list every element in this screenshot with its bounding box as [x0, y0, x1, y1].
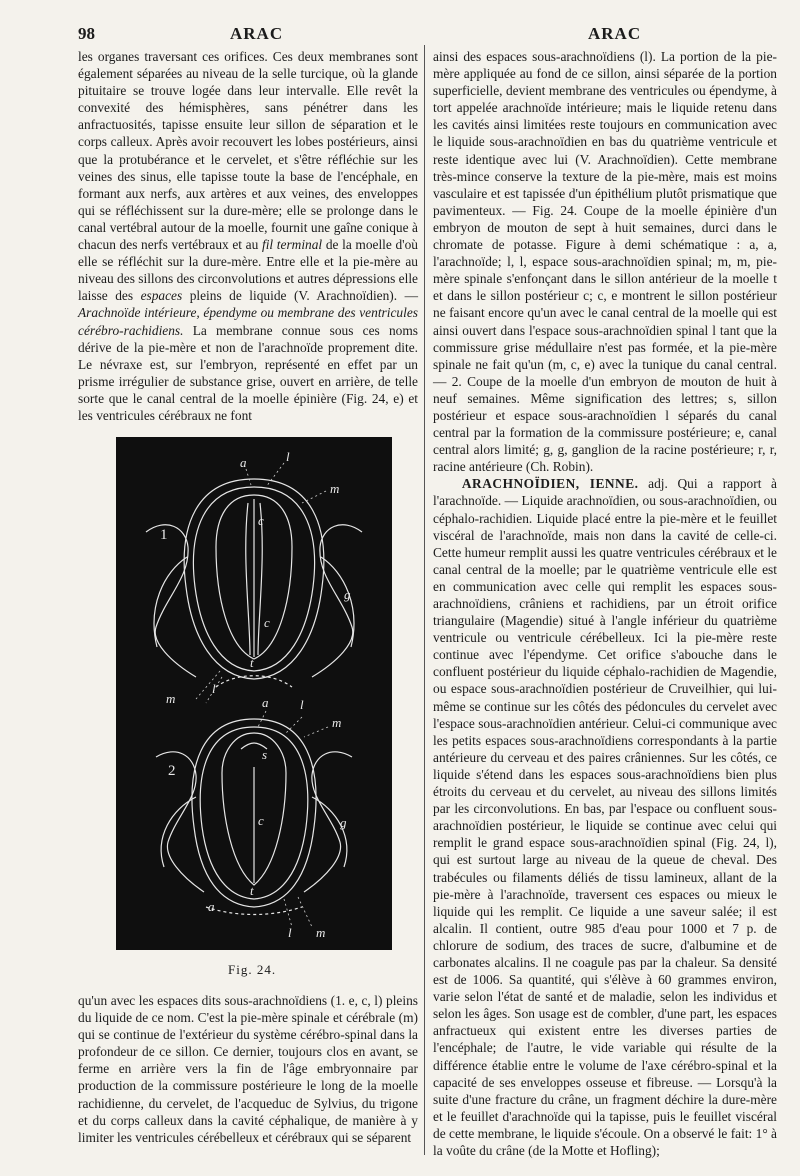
- right-paragraph-2: adj. Qui a rapport à l'arachnoïde. — Liquide arachnoïdien, ou sous-arachnoïdien, ou céphalo-rachidien. Liquide placé entre la pie-mère et le feuillet viscéral de l'arachnoïde, mais non dans la cavité de celle-ci. Cette humeur remplit aussi les quatre ventricules cérébraux et le canal central de la moelle; par le quatrième ventricule elle est en communication avec celle qui remplit les espaces sous-arachnoïdiens, crâniens et rachidiens, par un étroit orifice triangulaire (Magendie) situé à l'angle inférieur du quatrième ventricule ou ventricule cérébelleux. Ici la pie-mère reste continue avec l'épendyme. Cet orifice s'abouche dans le confluent postérieur du liquide céphalo-rachidien de Magendie, ou espace sous-arachnoïdien postérieur de Cruveilhier, qui lui-même se continue sur les côtés des pédoncules du cervelet avec l'espace sous-arachnoïdien antérieur. Celui-ci communique avec les petits espaces sous-arachnoïdiens correspondants à la partie antérieure du cerveau et des paires crâniennes. Sur les côtés, ce liquide s'étend dans les espaces sous-arachnoïdiens bien plus étroits du cerveau et du cervelet, au niveau des sillons limités par les circonvolutions. En bas, par l'espace ou confluent sous-arachnoïdien postérieur, le liquide se continue avec celui qui remplit le grand espace sous-arachnoïdien spinal (Fig. 24, l), qui est surtout large au niveau de la queue de cheval. Des trabécules ou filaments déliés de tissu lamineux, allant de la pie-mère à l'arachnoïde, traversent ces espaces ou mieux le liquide qui les remplit. Ce liquide a une saveur salée; il est alcalin. Il contient, outre 985 d'eau pour 1000 et 7 p. de chlorure de sodium, des traces de sucre, d'albumine et de carbonates alcalins. Il ne coagule pas par la chaleur. Sa densité est de 1006. Sa quantité, qui s'élève à 60 grammes environ, varie selon l'état de santé et de maladie, selon les individus et selon les âges. Son usage est de combler, d'une part, les espaces anfractueux qui existent entre les diverses parties de l'encéphale; de l'autre, le vide variable qui résulte de la différence établie entre le volume de l'axe cérébro-spinal et la capacité de ses enveloppes osseuse et fibreuse. — Lorsqu'à la suite d'une fracture du crâne, un fragment déchire la dure-mère et le feuillet d'arachnoïde qui la tapisse, puis le feuillet viscéral de cette membrane, le liquide s'écoule. On a observé le fait: 1° à la voûte du crâne (de la Motte et Hofling);: [433, 476, 778, 1158]
- fig-label-m-top: m: [330, 481, 340, 496]
- fig-label-m-bottom: m: [166, 691, 176, 706]
- left-bottom-paragraph: qu'un avec les espaces dits sous-arachnoïdiens (1. e, c, l) pleins du liquide de ce nom. C'est la pie-mère spinale et cérébrale (m) qui se continue de l'extérieur du système cérébro-spinal dans la profondeur de ce sillon. Ce dernier, toujours clos en avant, se ferme en arrière vers la fin de l'âge embryonnaire par production de la commissure postérieure le long de la moelle rachidienne, du cervelet, de l'acqueduc de Sylvius, du trigone et du corps calleux dans la cavité céphalique, de manière à y limiter les ventricules cérébelleux et cérébraux qui se séparent: [78, 993, 418, 1145]
- fig2-label-t: t: [250, 883, 254, 898]
- fig2-label-l-bottom: l: [288, 925, 292, 940]
- running-header: [0, 14, 800, 42]
- fig2-label-l: l: [300, 697, 304, 712]
- fil-terminal-term: fil terminal: [261, 237, 323, 253]
- fig-label-t: t: [250, 655, 254, 670]
- left-column-bottom: [78, 992, 418, 1146]
- fig-label-section-1: 1: [160, 527, 168, 543]
- left-text-4: La membrane connue sous ces noms dérive de la pie-mère et non de l'arachnoïde proprement dite. Le névraxe est, sur l'embryon, représenté en effet par un prisme irrégulier de substance grise, ouvert en arrière, de telle sorte que le canal central de la moelle épinière (Fig. 24, e) et les ventricules cérébraux ne font: [78, 322, 418, 423]
- left-text-1: les organes traversant ces orifices. Ces deux membranes sont également séparées au niveau de la selle turcique, où la glande pituitaire se trouve logée dans leur intervalle. Elle revêt la convexité des hémisphères, sans pénétrer dans les anfractuosités, tapisse ensuite leur sillon de séparation et le corps calleux. Après avoir recouvert les lobes postérieurs, ainsi que la protubérance et le cervelet, et s'être réfléchie sur les veines des sinus, elle tapisse toute la base de l'encéphale, en formant aux nerfs, aux artères et aux veines, des enveloppes qui se réfléchissent sur la dure-mère; elle se prolonge dans le canal vertébral autour de la moelle, fournit une gaîne conique à chacun des nerfs vertébraux et au: [78, 49, 418, 253]
- left-text-3: pleins de liquide (V. Arachnoïdien). —: [189, 288, 418, 304]
- column-divider: [424, 45, 425, 1155]
- fig2-label-m-bottom: m: [316, 925, 326, 940]
- fig-label-section-2: 2: [168, 763, 176, 779]
- figure-24-illustration: [116, 437, 392, 950]
- fig2-label-c: c: [258, 813, 264, 828]
- fig2-label-a: a: [262, 695, 269, 710]
- page-number: 98: [78, 24, 95, 43]
- fig-label-a-top: a: [240, 455, 247, 470]
- right-paragraph-1: ainsi des espaces sous-arachnoïdiens (l). La portion de la pie-mère appliquée au fond de ce sillon, ainsi séparée de la portion superficielle, devient membrane des ventricules ou épendyme, à tort appelée arachnoïde intérieure; mais le liquide retenu dans les cavités ainsi limitées reste toujours en communication avec le liquide sous-arachnoïdien en bas du quatrième ventricule et reste identique avec lui (V. Arachnoïdien). Cette membrane très-mince conserve la texture de la pie-mère, mais est moins vasculaire et est tapissée d'un épithélium plutôt prismatique que pavimenteux. — Fig. 24. Coupe de la moelle épinière d'un embryon de mouton de sept à huit semaines, durci dans le chromate de potasse. Figure à demi schématique : a, a, l'arachnoïde; l, l, espace sous-arachnoïdien spinal; m, m, pie-mère spinale s'enfonçant dans le sillon antérieur de la moelle t et dans le sillon postérieur c; c, e montrent le sillon postérieur ne faisant encore qu'un avec le canal central de la moelle qui est ainsi ouvert dans l'espace sous-arachnoïdien spinal l tant que la commissure grise médullaire n'est pas formée, et la pie-mère spinale ne fait qu'un (m, c, e) avec la tunique du canal central. — 2. Coupe de la moelle d'un embryon de mouton de huit à neuf semaines. Même signification des lettres; s, sillon postérieur et espace sous-arachnoïdien l séparés du canal central par la formation de la commissure postérieure; e, canal central alors limité; g, g, ganglion de la racine postérieure; r, r, racine antérieure (Ch. Robin).: [433, 49, 777, 475]
- fig-label-c-upper: c: [258, 513, 264, 528]
- left-headword: ARAC: [230, 24, 284, 43]
- fig-label-l-top: l: [286, 449, 290, 464]
- fig2-label-m: m: [332, 715, 342, 730]
- fig-label-l-bottom: l: [212, 681, 216, 696]
- fig2-label-a-bottom: a: [208, 899, 215, 914]
- entry-title: ARACHNOÏDIEN, IENNE.: [461, 476, 639, 492]
- figure-caption: Fig. 24.: [228, 962, 277, 977]
- espaces-term: espaces: [140, 288, 183, 304]
- spinal-cord-sections-drawing: [116, 437, 392, 950]
- left-text-2: de la moelle d'où elle se réfléchit sur la dure-mère. Entre elle et la pie-mère au niveau des sillons des circonvolutions et autres dépressions elle laisse des: [78, 237, 418, 304]
- left-text-paragraph: [78, 48, 418, 424]
- arachnoidien-entry: [433, 475, 777, 1159]
- fig-label-c-lower: c: [264, 615, 270, 630]
- right-headword: ARAC: [588, 24, 642, 43]
- arachnoide-interieure-term: Arachnoïde intérieure, épendyme ou membrane des ventricules cérébro-rachidiens.: [78, 305, 418, 338]
- right-column: [433, 48, 777, 1159]
- fig2-label-g: g: [340, 815, 347, 830]
- left-column-top: [78, 48, 418, 424]
- fig2-label-s: s: [262, 747, 268, 762]
- fig-label-g-right: g: [344, 587, 351, 602]
